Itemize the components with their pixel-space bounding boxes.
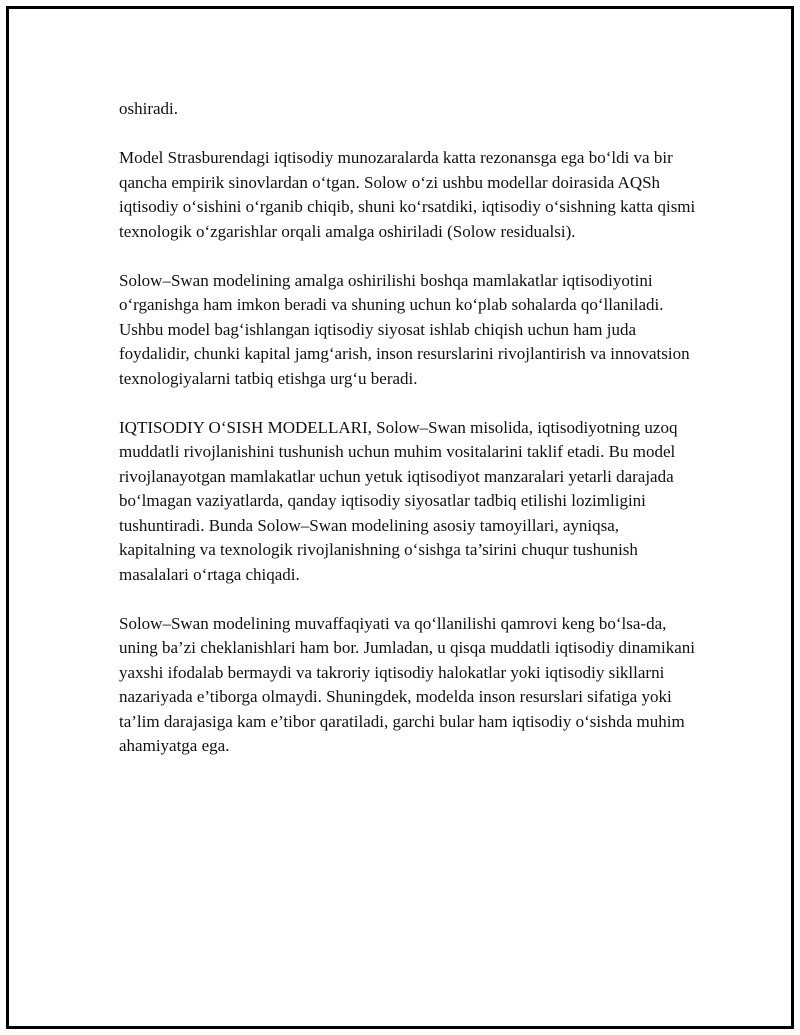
paragraph-model-discussion: Model Strasburendagi iqtisodiy munozaralarda katta rezonansga ega bo‘ldi va bir qancha empirik sinovlardan o‘tgan. Solow o‘zi ushbu modellar doirasida AQSh iqtisodiy o‘sishini o‘rganib chiqib, shuni ko‘rsatdiki, iqtisodiy o‘sishning katta qismi texnologik o‘zgarishlar orqali amalga oshiriladi (Solow residualsi). xyxy=(119,148,696,241)
document-body xyxy=(119,97,699,759)
paragraph-continuation: oshiradi. xyxy=(119,99,179,118)
paragraph-growth-models: IQTISODIY O‘SISH MODELLARI, Solow–Swan misolida, iqtisodiyotning uzoq muddatli rivojlanishini tushunish uchun muhim vositalarini taklif etadi. Bu model rivojlanayotgan mamlakatlar uchun yetuk iqtisodiyot manzaralari yetarli darajada bo‘lmagan vaziyatlarda, qanday iqtisodiy siyosatlar tadbiq etilishi lozimligini tushuntiradi. Bunda Solow–Swan modelining asosiy tamoyillari, ayniqsa, kapitalning va texnologik rivojlanishning o‘sishga ta’sirini chuqur tushunish masalalari o‘rtaga chiqadi. xyxy=(119,417,678,584)
paragraph-model-application: Solow–Swan modelining amalga oshirilishi boshqa mamlakatlar iqtisodiyotini o‘rganishga ham imkon beradi va shuning uchun ko‘plab sohalarda qo‘llaniladi. Ushbu model bag‘ishlangan iqtisodiy siyosat ishlab chiqish uchun ham juda foydalidir, chunki kapital jamg‘arish, inson resurslarini rivojlantirish va innovatsion texnologiyalarni tatbiq etishga urg‘u beradi. xyxy=(119,270,690,388)
paragraph-model-limitations: Solow–Swan modelining muvaffaqiyati va qo‘llanilishi qamrovi keng bo‘lsa-da, uning ba’zi cheklanishlari ham bor. Jumladan, u qisqa muddatli iqtisodiy dinamikani yaxshi ifodalab bermaydi va takroriy iqtisodiy halokatlar yoki iqtisodiy sikllarni nazariyada e’tiborga olmaydi. Shuningdek, modelda inson resurslari sifatiga yoki ta’lim darajasiga kam e’tibor qaratiladi, garchi bular ham iqtisodiy o‘sishda muhim ahamiyatga ega. xyxy=(119,613,696,755)
page-frame xyxy=(6,6,794,1029)
